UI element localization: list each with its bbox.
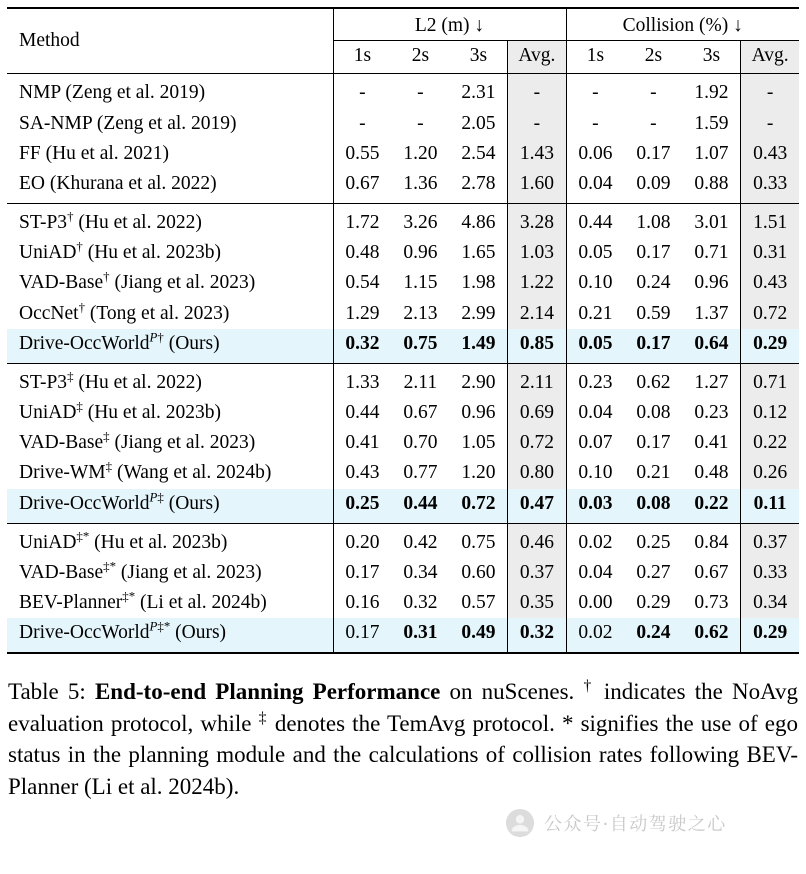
value-cell: 0.11 — [741, 489, 799, 524]
value-cell: 0.85 — [508, 329, 566, 364]
value-cell: 2.99 — [461, 302, 496, 324]
value-cell: 0.05 — [566, 238, 624, 268]
method-superscript: ‡ — [76, 399, 83, 414]
value-cell: 2.54 — [461, 142, 496, 164]
value-cell: 0.24 — [624, 618, 682, 653]
value-cell: 0.67 — [333, 169, 391, 204]
value-cell: 1.33 — [333, 363, 391, 398]
method-superscript: † — [78, 300, 85, 315]
value-cell: 1.07 — [694, 142, 729, 164]
table-row — [7, 588, 799, 618]
value-cell: 0.77 — [403, 462, 438, 484]
method-cell: VAD-Base‡ (Jiang et al. 2023) — [19, 429, 256, 454]
method-cell: VAD-Base‡* (Jiang et al. 2023) — [19, 559, 262, 583]
value-cell: - — [566, 109, 624, 139]
table-row — [7, 109, 799, 139]
value-cell: 0.70 — [403, 432, 438, 454]
value-cell: 2.78 — [461, 172, 496, 194]
value-cell: 0.17 — [636, 142, 671, 164]
value-cell: 0.07 — [566, 428, 624, 458]
caption-bold-title: End-to-end Planning Performance — [94, 679, 441, 705]
table-row — [7, 299, 799, 329]
value-cell: - — [566, 74, 624, 109]
caption-text: indicates the NoAvg evaluation protocol, while — [8, 679, 799, 736]
caption-text: † — [583, 677, 595, 695]
value-cell: 0.08 — [636, 402, 671, 424]
method-cell: UniAD‡* (Hu et al. 2023b) — [19, 529, 228, 553]
value-cell: 0.10 — [566, 268, 624, 298]
value-cell: 0.09 — [636, 172, 671, 194]
value-cell: 0.29 — [741, 329, 799, 364]
value-cell: 0.34 — [741, 588, 799, 618]
method-cell: NMP (Zeng et al. 2019) — [19, 82, 206, 104]
table-row — [7, 363, 799, 398]
value-cell: 0.71 — [741, 363, 799, 398]
value-cell: 0.23 — [566, 363, 624, 398]
method-superscript: † — [103, 269, 110, 284]
value-cell: 0.80 — [508, 458, 566, 488]
table-row — [7, 139, 799, 169]
value-cell: 1.59 — [694, 112, 729, 134]
value-cell: 1.15 — [403, 272, 438, 294]
col-header-l2-avg: Avg. — [508, 41, 566, 74]
value-cell: 0.22 — [741, 428, 799, 458]
value-cell: 2.11 — [508, 363, 566, 398]
value-cell: 0.46 — [508, 523, 566, 558]
value-cell: 0.32 — [333, 329, 391, 364]
value-cell: 0.44 — [566, 204, 624, 239]
value-cell: 0.17 — [636, 242, 671, 264]
value-cell: 1.43 — [508, 139, 566, 169]
method-superscript: ‡ — [103, 429, 110, 444]
value-cell: 1.92 — [694, 82, 729, 104]
method-cell: VAD-Base† (Jiang et al. 2023) — [19, 269, 256, 294]
value-cell: 0.27 — [636, 561, 671, 583]
col-header-collision-3s: 3s — [683, 41, 741, 74]
method-cell: EO (Khurana et al. 2022) — [19, 172, 217, 194]
caption-text: denotes the TemAvg protocol. * signifies the use of ego status in the planning module and the calculations of collision rates following BEV-Planner (Li et al. 2024b). — [8, 710, 798, 799]
value-cell: 1.36 — [403, 172, 438, 194]
value-cell: 1.60 — [508, 169, 566, 204]
table-row — [7, 428, 799, 458]
value-cell: 0.75 — [391, 329, 449, 364]
value-cell: 1.08 — [636, 212, 671, 234]
value-cell: 0.96 — [461, 402, 496, 424]
value-cell: 0.21 — [566, 299, 624, 329]
method-cell: UniAD‡ (Hu et al. 2023b) — [19, 399, 221, 424]
value-cell: 0.17 — [624, 329, 682, 364]
value-cell: 0.31 — [391, 618, 449, 653]
method-cell: Drive-OccWorld$^{P\ddagger}$ (Ours) — [7, 489, 333, 524]
value-cell: 0.37 — [741, 523, 799, 558]
method-cell: Drive-OccWorld$^{P\dagger}$ (Ours) — [7, 329, 333, 364]
value-cell: 0.59 — [636, 302, 671, 324]
value-cell: 0.06 — [566, 139, 624, 169]
value-cell: 0.43 — [333, 458, 391, 488]
value-cell: 0.33 — [741, 558, 799, 588]
value-cell: - — [741, 109, 799, 139]
value-cell: - — [650, 112, 657, 134]
value-cell: 0.75 — [461, 531, 496, 553]
method-superscript: P† — [149, 330, 164, 345]
col-group-l2: L2 (m) ↓ — [333, 8, 566, 41]
row-group-4 — [7, 523, 799, 653]
value-cell: 0.00 — [566, 588, 624, 618]
table-row — [7, 204, 799, 239]
value-cell: 4.86 — [461, 212, 496, 234]
value-cell: 0.31 — [741, 238, 799, 268]
value-cell: 0.96 — [403, 242, 438, 264]
value-cell: 2.11 — [403, 371, 438, 393]
value-cell: 0.21 — [636, 462, 671, 484]
table-row — [7, 169, 799, 204]
value-cell: 0.10 — [566, 458, 624, 488]
value-cell: 0.23 — [694, 402, 729, 424]
value-cell: 0.44 — [333, 398, 391, 428]
value-cell: 2.31 — [461, 82, 496, 104]
value-cell: 2.13 — [403, 302, 438, 324]
table-header — [7, 8, 799, 74]
value-cell: 0.04 — [566, 398, 624, 428]
table-caption — [8, 676, 798, 802]
col-header-method: Method — [19, 30, 80, 52]
method-superscript: ‡* — [122, 589, 136, 604]
value-cell: 0.69 — [508, 398, 566, 428]
value-cell: 1.05 — [461, 432, 496, 454]
value-cell: 0.04 — [566, 169, 624, 204]
method-cell: ST-P3‡ (Hu et al. 2022) — [19, 369, 202, 393]
value-cell: 1.22 — [508, 268, 566, 298]
value-cell: 3.26 — [403, 212, 438, 234]
value-cell: 0.17 — [636, 432, 671, 454]
value-cell: 0.44 — [391, 489, 449, 524]
value-cell: 0.62 — [683, 618, 741, 653]
value-cell: 1.51 — [741, 204, 799, 239]
col-header-l2-3s: 3s — [450, 41, 508, 74]
value-cell: 1.65 — [461, 242, 496, 264]
value-cell: 1.03 — [508, 238, 566, 268]
value-cell: 0.34 — [403, 561, 438, 583]
caption-text: Table 5: — [8, 679, 95, 705]
header-row-groups — [7, 8, 799, 41]
value-cell: 0.84 — [694, 531, 729, 553]
value-cell: 0.02 — [566, 618, 624, 653]
table-row-ours — [7, 489, 799, 524]
value-cell: - — [417, 112, 424, 134]
method-cell: Drive-OccWorld$^{P\ddagger*}$ (Ours) — [7, 618, 333, 653]
value-cell: 0.25 — [333, 489, 391, 524]
value-cell: 0.67 — [694, 561, 729, 583]
value-cell: 0.71 — [694, 242, 729, 264]
table-row — [7, 398, 799, 428]
value-cell: 0.41 — [333, 428, 391, 458]
value-cell: 0.67 — [403, 402, 438, 424]
value-cell: - — [508, 74, 566, 109]
value-cell: 0.43 — [741, 139, 799, 169]
method-superscript: ‡ — [105, 459, 113, 474]
value-cell: 1.72 — [333, 204, 391, 239]
value-cell: 1.49 — [450, 329, 508, 364]
watermark-logo-icon — [505, 808, 535, 838]
method-superscript: P‡ — [149, 490, 164, 505]
value-cell: - — [650, 82, 657, 104]
value-cell: 0.43 — [741, 268, 799, 298]
value-cell: 0.72 — [450, 489, 508, 524]
value-cell: 0.37 — [508, 558, 566, 588]
value-cell: 0.62 — [636, 371, 671, 393]
value-cell: 1.37 — [694, 302, 729, 324]
value-cell: 0.60 — [461, 561, 496, 583]
value-cell: 0.16 — [333, 588, 391, 618]
value-cell: 0.88 — [694, 172, 729, 194]
caption-text: ‡ — [258, 709, 268, 727]
table-row — [7, 238, 799, 268]
value-cell: 0.41 — [694, 432, 729, 454]
method-superscript: ‡ — [67, 369, 74, 384]
value-cell: 0.08 — [624, 489, 682, 524]
value-cell: 1.29 — [333, 299, 391, 329]
value-cell: 0.96 — [694, 272, 729, 294]
method-cell: Drive-WM‡ (Wang et al. 2024b) — [19, 459, 272, 484]
method-cell: SA-NMP (Zeng et al. 2019) — [19, 112, 237, 134]
value-cell: 0.20 — [333, 523, 391, 558]
value-cell: 0.04 — [566, 558, 624, 588]
row-group-2 — [7, 204, 799, 364]
value-cell: 0.48 — [694, 462, 729, 484]
method-cell: FF (Hu et al. 2021) — [19, 142, 170, 164]
method-superscript: ‡* — [103, 559, 116, 574]
value-cell: 0.25 — [636, 531, 671, 553]
value-cell: 0.73 — [694, 592, 729, 614]
value-cell: - — [333, 74, 391, 109]
value-cell: 2.05 — [461, 112, 496, 134]
value-cell: 1.20 — [461, 462, 496, 484]
caption-text: on nuScenes. — [440, 679, 584, 705]
value-cell: 0.55 — [333, 139, 391, 169]
row-group-1 — [7, 74, 799, 204]
table-row — [7, 523, 799, 558]
method-cell: ST-P3† (Hu et al. 2022) — [19, 209, 202, 234]
value-cell: 0.29 — [741, 618, 799, 653]
method-cell: OccNet† (Tong et al. 2023) — [19, 300, 230, 324]
value-cell: 0.72 — [741, 299, 799, 329]
value-cell: 0.05 — [566, 329, 624, 364]
value-cell: 0.49 — [450, 618, 508, 653]
table-row — [7, 558, 799, 588]
watermark — [505, 808, 727, 838]
value-cell: 3.01 — [694, 212, 729, 234]
value-cell: 0.32 — [508, 618, 566, 653]
watermark-text: 公众号·自动驾驶之心 — [544, 814, 727, 835]
value-cell: 0.26 — [741, 458, 799, 488]
value-cell: 1.98 — [461, 272, 496, 294]
value-cell: 0.12 — [741, 398, 799, 428]
value-cell: - — [417, 82, 424, 104]
col-header-collision-1s: 1s — [566, 41, 624, 74]
col-header-l2-1s: 1s — [333, 41, 391, 74]
method-cell: BEV-Planner‡* (Li et al. 2024b) — [19, 589, 267, 614]
value-cell: 0.17 — [333, 618, 391, 653]
value-cell: 2.14 — [508, 299, 566, 329]
method-superscript: † — [76, 239, 83, 254]
value-cell: - — [333, 109, 391, 139]
value-cell: 0.47 — [508, 489, 566, 524]
table-row — [7, 74, 799, 109]
value-cell: 0.57 — [461, 592, 496, 614]
value-cell: 0.64 — [683, 329, 741, 364]
value-cell: 0.48 — [333, 238, 391, 268]
table-row — [7, 458, 799, 488]
value-cell: 0.72 — [508, 428, 566, 458]
value-cell: 0.32 — [403, 592, 438, 614]
value-cell: 0.33 — [741, 169, 799, 204]
col-header-collision-avg: Avg. — [741, 41, 799, 74]
value-cell: - — [508, 109, 566, 139]
value-cell: - — [741, 74, 799, 109]
value-cell: 0.17 — [333, 558, 391, 588]
value-cell: 0.03 — [566, 489, 624, 524]
col-header-l2-2s: 2s — [391, 41, 449, 74]
table-row — [7, 268, 799, 298]
value-cell: 2.90 — [461, 371, 496, 393]
planning-results-table — [7, 7, 799, 654]
value-cell: 0.02 — [566, 523, 624, 558]
value-cell: 0.22 — [683, 489, 741, 524]
value-cell: 1.20 — [403, 142, 438, 164]
value-cell: 0.24 — [636, 272, 671, 294]
method-cell: UniAD† (Hu et al. 2023b) — [19, 239, 221, 264]
table-row-ours — [7, 618, 799, 653]
value-cell: 0.54 — [333, 268, 391, 298]
value-cell: 0.42 — [403, 531, 438, 553]
value-cell: 3.28 — [508, 204, 566, 239]
method-superscript: P‡* — [149, 619, 171, 634]
method-superscript: ‡* — [76, 529, 90, 544]
value-cell: 0.35 — [508, 588, 566, 618]
col-header-collision-2s: 2s — [624, 41, 682, 74]
col-group-collision: Collision (%) ↓ — [566, 8, 799, 41]
method-superscript: † — [67, 209, 74, 224]
value-cell: 0.29 — [636, 592, 671, 614]
row-group-3 — [7, 363, 799, 523]
value-cell: 1.27 — [694, 371, 729, 393]
table-row-ours — [7, 329, 799, 364]
